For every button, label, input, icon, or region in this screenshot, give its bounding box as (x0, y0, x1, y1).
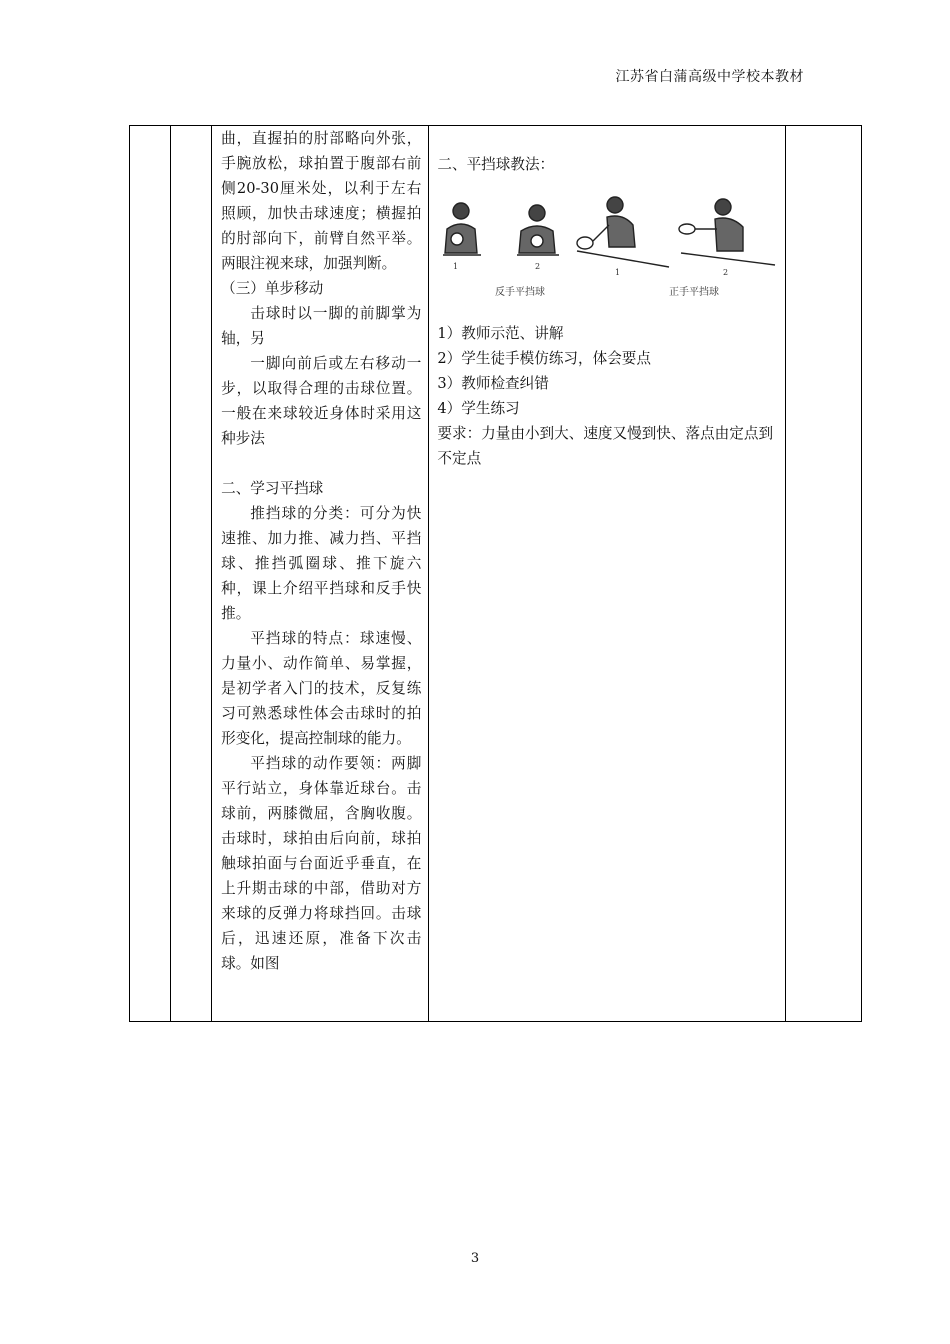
page-number: 3 (470, 1251, 480, 1266)
method-step-3: 3）教师检查纠错 (437, 375, 549, 392)
teaching-content-cell (212, 126, 429, 1022)
method-heading: 二、平挡球教法： (437, 156, 555, 173)
teaching-method-cell (429, 126, 785, 1022)
single-step-text-1: 击球时以一脚的前脚掌为轴，另 (221, 305, 422, 347)
method-step-4: 4）学生练习 (437, 400, 520, 417)
method-requirement: 要求：力量由小到大、速度又慢到快、落点由定点到不定点 (437, 425, 774, 467)
block-ball-heading: 二、学习平挡球 (221, 480, 324, 497)
block-features-paragraph: 平挡球的特点：球速慢、力量小、动作简单、易掌握，是初学者入门的技术，反复练习可熟悉球性体会击球时的拍形变化，提高控制球的能力。 (221, 630, 422, 747)
grip-paragraph: 曲，直握拍的肘部略向外张，手腕放松，球拍置于腹部右前侧20-30厘米处，以利于左右照顾，加快击球速度；横握拍的肘部向下，前臂自然平举。两眼注视来球，加强判断。 (221, 130, 422, 272)
player-figure-3 (577, 197, 669, 267)
empty-cell-2 (171, 126, 212, 1022)
player-figure-1 (443, 203, 481, 255)
players-drawing (437, 195, 777, 301)
player-figure-2 (517, 205, 559, 255)
figure-label-3: 1 (615, 268, 621, 277)
single-step-text-2: 一脚向前后或左右移动一步，以取得合理的击球位置。一般在来球较近身体时采用这种步法 (221, 355, 422, 447)
figure-label-1: 1 (453, 262, 459, 271)
empty-cell-1 (130, 126, 171, 1022)
method-step-1: 1）教师示范、讲解 (437, 325, 564, 342)
push-classification-paragraph: 推挡球的分类：可分为快速推、加力推、减力挡、平挡球、推挡弧圈球、推下旋六种，课上介绍平挡球和反手快推。 (221, 505, 422, 622)
player-figure-4 (679, 199, 775, 265)
spacer (221, 451, 421, 476)
figure-label-2: 2 (535, 262, 541, 271)
block-technique-paragraph: 平挡球的动作要领：两脚平行站立，身体靠近球台。击球前，两膝微屈，含胸收腹。击球时，球拍由后向前，球拍触球拍面与台面近乎垂直，在上升期击球的中部，借助对方来球的反弹力将球挡回。击球后，迅速还原，准备下次击球。如图 (221, 755, 422, 972)
block-ball-illustration (437, 195, 777, 301)
single-step-heading: （三）单步移动 (221, 280, 324, 297)
caption-forehand: 正手平挡球 (669, 287, 720, 298)
caption-backhand: 反手平挡球 (495, 287, 546, 298)
figure-label-4: 2 (723, 268, 729, 277)
method-step-2: 2）学生徒手模仿练习，体会要点 (437, 350, 651, 367)
empty-cell-5 (785, 126, 861, 1022)
lesson-table (129, 125, 862, 1022)
school-header: 江苏省白蒲高级中学校本教材 (615, 69, 804, 85)
